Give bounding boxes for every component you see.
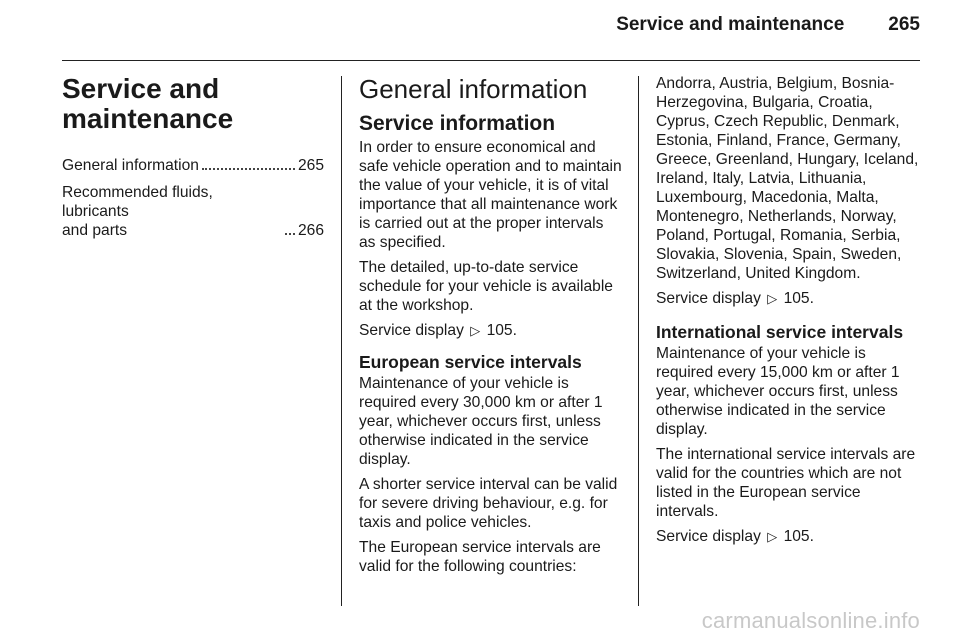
country-list: Andorra, Austria, Belgium, Bosnia-Herzegovina, Bulgaria, Croatia, Cyprus, Czech Republic, Denmark, Estonia, Finland, France, Germany, Greece, Greenland, Hungary, Iceland, Ireland, Italy, Latvia, Lithuania, Luxembourg, Macedonia, Malta, Montenegro, Netherlands, Norway, Poland, Portugal, Romania, Serbia, Slovakia, Slovenia, Spain, Sweden, Switzerland, United Kingdom. xyxy=(656,75,919,282)
cross-reference[interactable] xyxy=(359,321,623,340)
reference-arrow-icon: ▷ xyxy=(767,291,778,306)
running-head xyxy=(616,14,920,36)
toc-page: 266 xyxy=(297,222,324,239)
page-number: 265 xyxy=(888,14,920,35)
chapter-title: Service and maintenance xyxy=(62,73,234,134)
cross-reference[interactable] xyxy=(656,289,922,308)
toc-label: General information xyxy=(62,157,199,174)
international-intervals-heading: International service intervals xyxy=(656,322,904,342)
european-intervals-heading: European service intervals xyxy=(359,352,582,372)
cross-reference[interactable] xyxy=(656,527,922,546)
paragraph: In order to ensure economical and safe vehicle operation and to maintain the value of your vehicle, it is of vital importance that all maintenance work is carried out at the proper intervals as specified. xyxy=(359,139,622,251)
reference-label: Service display xyxy=(656,528,761,545)
paragraph: The international service intervals are valid for the countries which are not listed in the European service intervals. xyxy=(656,446,916,520)
reference-label: Service display xyxy=(359,322,464,339)
reference-label: Service display xyxy=(656,290,761,307)
column-toc xyxy=(62,74,324,248)
toc-label: Recommended fluids, lubricants and parts xyxy=(62,184,213,239)
toc-page: 265 xyxy=(297,157,324,174)
column-divider-right xyxy=(638,76,639,606)
paragraph: Maintenance of your vehicle is required every 30,000 km or after 1 year, whichever occurs first, unless otherwise indicated in the service display. xyxy=(359,375,603,468)
paragraph: The detailed, up-to-date service schedule for your vehicle is available at the workshop. xyxy=(359,259,613,314)
toc-entry-recommended-fluids[interactable] xyxy=(62,183,324,240)
paragraph: Maintenance of your vehicle is required every 15,000 km or after 1 year, whichever occurs first, unless otherwise indicated in the service display. xyxy=(656,345,900,438)
service-information-heading: Service information xyxy=(359,112,556,135)
header-rule xyxy=(62,60,920,61)
reference-page: 105. xyxy=(783,528,814,545)
paragraph: A shorter service interval can be valid for severe driving behaviour, e.g. for taxis and police vehicles. xyxy=(359,476,618,531)
toc-entry-general-information[interactable] xyxy=(62,156,324,175)
paragraph: The European service intervals are valid for the following countries: xyxy=(359,539,601,575)
toc-leader-dots xyxy=(202,168,295,170)
section-title: Service and maintenance xyxy=(616,14,845,35)
column-general-information xyxy=(359,74,623,582)
reference-page: 105. xyxy=(783,290,814,307)
reference-page: 105. xyxy=(486,322,517,339)
column-intervals xyxy=(656,74,922,552)
reference-arrow-icon: ▷ xyxy=(767,529,778,544)
watermark: carmanualsonline.info xyxy=(701,608,920,633)
reference-arrow-icon: ▷ xyxy=(470,323,481,338)
column-divider-left xyxy=(341,76,342,606)
section-heading: General information xyxy=(359,74,588,104)
toc-leader-dots xyxy=(285,233,295,235)
